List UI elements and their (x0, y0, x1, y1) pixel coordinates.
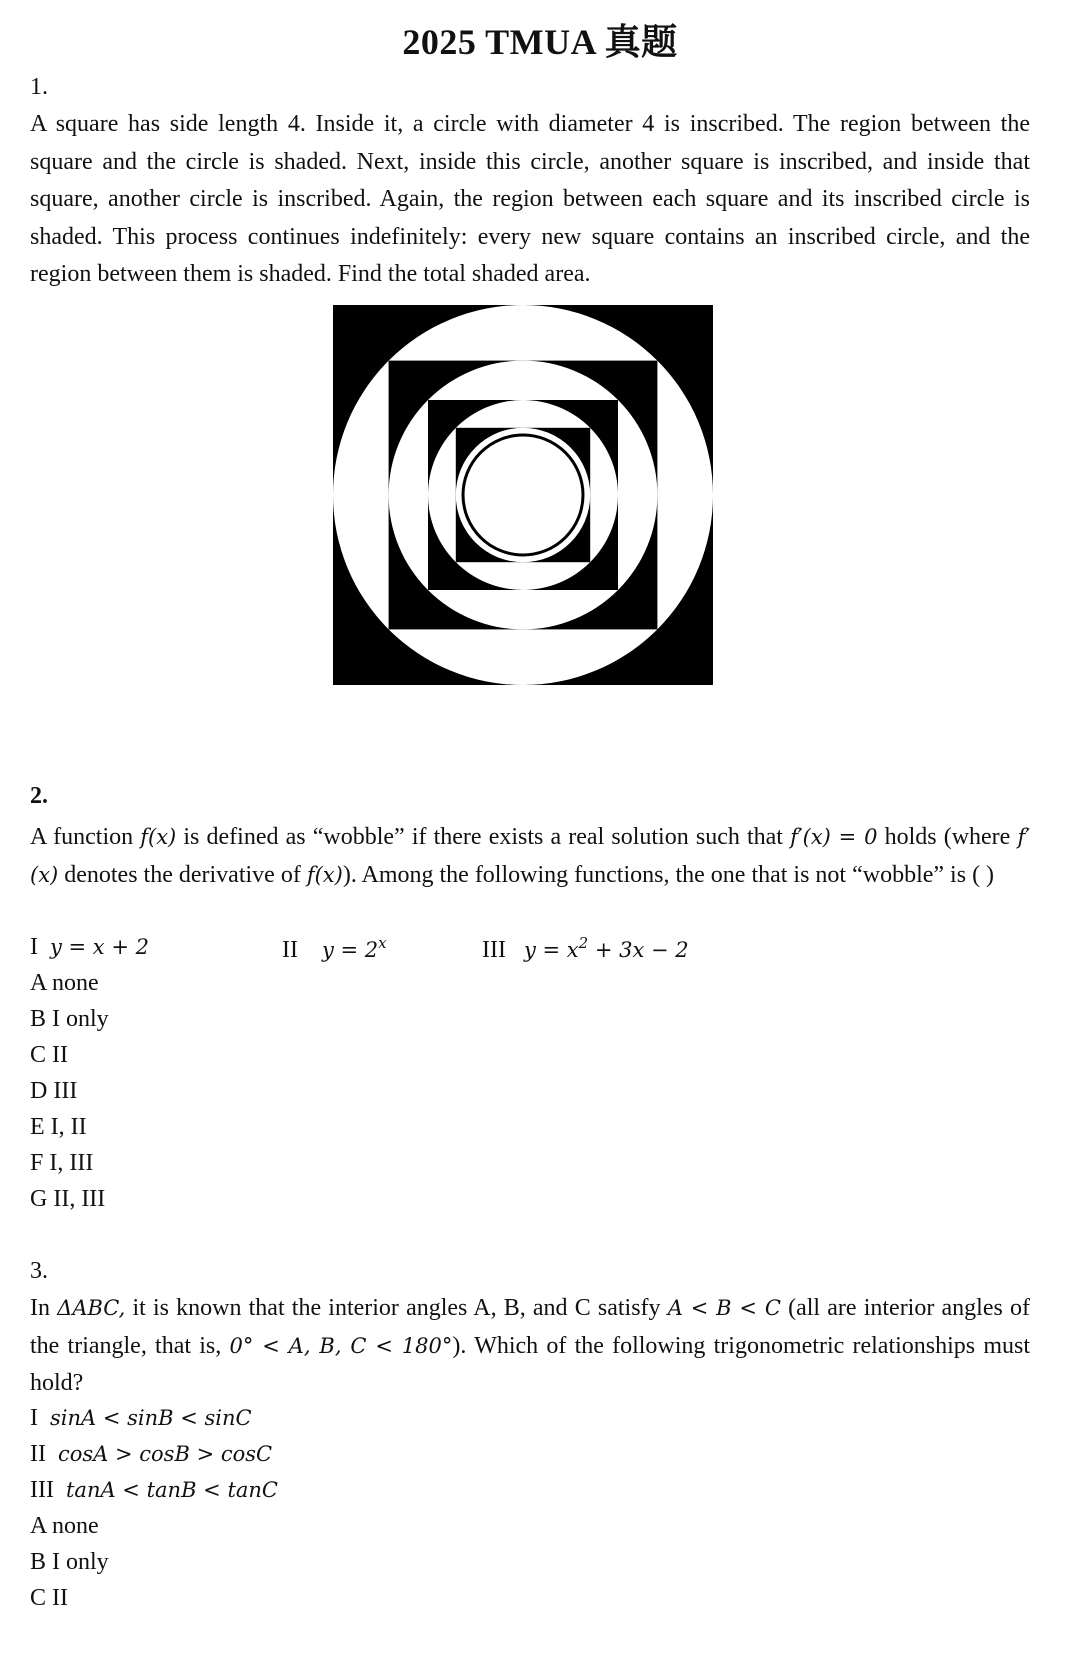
q2-option-f: F I, III (30, 1150, 94, 1176)
q2-option-a: A none (30, 970, 99, 996)
q2-option-b: B I only (30, 1006, 109, 1032)
question-2-functions (30, 934, 1030, 970)
q3-statement-i: I sinA < sinB < sinC (30, 1405, 252, 1431)
fourth-circle (456, 428, 590, 562)
q3-option-b: B I only (30, 1549, 109, 1575)
nested-squares-circles-figure (333, 305, 713, 685)
function-iii: III $y = x^2 + 3x - 2$ (482, 934, 689, 963)
q3-statement-iii: III tanA < tanB < tanC (30, 1477, 278, 1503)
q3-option-c: C II (30, 1585, 68, 1611)
page-title: 2025 TMUA 真题 (402, 22, 678, 62)
q2-option-c: C II (30, 1042, 68, 1068)
function-ii: II $y = 2^x$ (282, 934, 387, 963)
question-1-number: 1. (30, 74, 48, 100)
question-3-text: In ΔABC, it is known that the interior angles A, B, and C satisfy A < B < C (all are interior angles of the triangle, that is, 0° < A, B, C < 180°). Which of the following trigonometric relationships must hold? (30, 1295, 1031, 1396)
question-3-number: 3. (30, 1258, 48, 1284)
q3-statement-ii: II cosA > cosB > cosC (30, 1441, 273, 1467)
q2-option-d: D III (30, 1078, 78, 1104)
q3-option-a: A none (30, 1513, 99, 1539)
question-2-text: A function f(x) is defined as “wobble” if there exists a real solution such that f′(x) = 0 holds (where f′(x) denotes the derivative of f(x)). Among the following functions, the one that is not “wobble” is ( ) (30, 824, 1030, 888)
question-2-number: 2. (30, 783, 48, 809)
q2-option-e: E I, II (30, 1114, 87, 1140)
function-i: I y = x + 2 (30, 934, 149, 960)
question-1-text: A square has side length 4. Inside it, a circle with diameter 4 is inscribed. The region between the square and the circle is shaded. Next, inside this circle, another square is inscribed, and inside that square, another circle is inscribed. Again, the region between each square and its inscribed circle is shaded. This process continues indefinitely: every new square contains an inscribed circle, and the region between them is shaded. Find the total shaded area. (30, 111, 1030, 287)
q2-option-g: G II, III (30, 1186, 106, 1212)
